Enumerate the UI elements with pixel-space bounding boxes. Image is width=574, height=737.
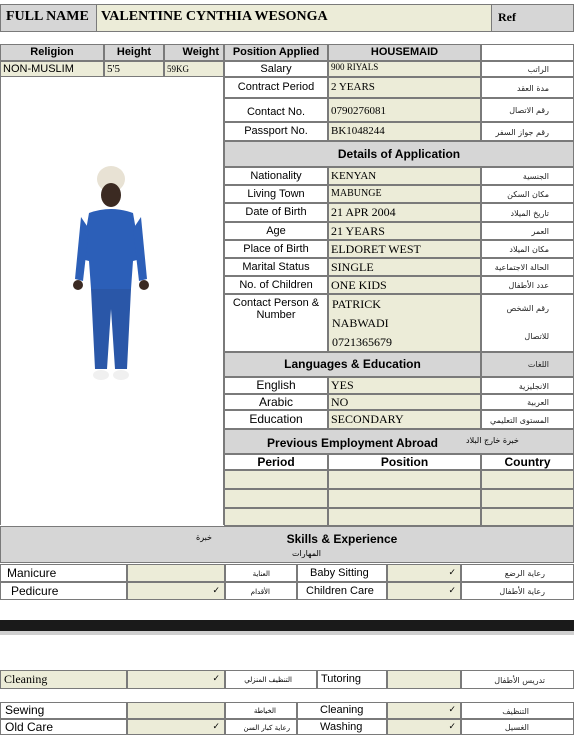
living-town-arabic: مكان السكن [481,185,574,203]
english-value: YES [328,377,481,394]
passport-no-value: BK1048244 [328,122,481,141]
living-town-value: MABUNGE [328,185,481,203]
position-applied-header: Position Applied [224,44,328,61]
education-arabic: المستوى التعليمي [481,410,574,429]
skill-manicure-check[interactable] [127,564,225,582]
skill-babysitting-label: Baby Sitting [297,564,387,582]
skill-oldcare-label: Old Care [0,719,127,735]
skill-sewing-arabic: الخياطة [225,702,297,719]
skill-sewing-check[interactable] [127,702,225,719]
education-value: SECONDARY [328,410,481,429]
passport-no-arabic: رقم جواز السفر [481,122,574,141]
place-of-birth-arabic: مكان الميلاد [481,240,574,258]
contact-person-arabic: رقم الشخص للاتصال [481,294,574,352]
passport-no-label: Passport No. [224,122,328,141]
arabic-label: Arabic [224,394,328,410]
employment-header-arabic: خبرة خارج البلاد [466,436,519,445]
salary-label: Salary [224,61,328,77]
employment-row-country [481,489,574,508]
col-period-header: Period [224,454,328,470]
skill-childrencare-label: Children Care [297,582,387,600]
full-name-label: FULL NAME [6,9,89,24]
arabic-value: NO [328,394,481,410]
contact-person-line: PATRICK [332,297,381,311]
employment-row-period [224,508,328,526]
skill-tutoring-arabic: تدريس الأطفال [461,670,574,689]
page-break-bar [0,620,574,631]
skill-pedicure-check[interactable]: ✓ [127,582,225,600]
religion-header: Religion [0,44,104,61]
skill-washing-label: Washing [297,719,387,735]
contract-period-label: Contract Period [224,77,328,98]
arabic-arabic: العربية [481,394,574,410]
employment-row-position [328,508,481,526]
full-name-value: VALENTINE CYNTHIA WESONGA [101,9,328,24]
contact-person-label: Contact Person & Number [224,294,328,352]
weight-header: Weight [164,44,224,61]
living-town-label: Living Town [224,185,328,203]
employment-row-period [224,489,328,508]
skill-oldcare-arabic: رعاية كبار السن [225,719,297,735]
skill-childrencare-arabic: رعاية الأطفال [461,582,574,600]
skill-babysitting-arabic: رعاية الرضع [461,564,574,582]
contact-no-arabic: رقم الاتصال [481,98,574,122]
age-arabic: العمر [481,222,574,240]
skills-header-arabic-left: خبرة [196,533,212,542]
salary-value: 900 RIYALS [328,61,481,77]
skill-cleaning-check[interactable]: ✓ [127,670,225,689]
english-label: English [224,377,328,394]
education-label: Education [224,410,328,429]
contact-no-value: 0790276081 [328,98,481,122]
nationality-arabic: الجنسية [481,167,574,185]
date-of-birth-label: Date of Birth [224,203,328,222]
height-value: 5'5 [104,61,164,77]
skill-cleaning2-check[interactable]: ✓ [387,702,461,719]
col-position-header: Position [328,454,481,470]
employment-row-country [481,470,574,489]
contract-period-value: 2 YEARS [328,77,481,98]
children-arabic: عدد الأطفال [481,276,574,294]
marital-status-value: SINGLE [328,258,481,276]
skills-header-arabic-below: المهارات [292,549,322,558]
position-applied-value: HOUSEMAID [328,44,481,61]
employment-row-country [481,508,574,526]
employment-row-period [224,470,328,489]
height-header: Height [104,44,164,61]
contract-period-arabic: مدة العقد [481,77,574,98]
top-right-empty [481,44,574,61]
children-value: ONE KIDS [328,276,481,294]
skill-cleaning-arabic: التنظيف المنزلي [225,670,317,689]
contact-person-line: 0721365679 [332,335,392,349]
skill-washing-arabic: الغسيل [461,719,574,735]
nationality-label: Nationality [224,167,328,185]
skill-cleaning2-arabic: التنظيف [461,702,574,719]
skill-babysitting-check[interactable]: ✓ [387,564,461,582]
details-header: Details of Application [224,141,574,167]
english-arabic: الانجليزية [481,377,574,394]
employment-row-position [328,470,481,489]
children-label: No. of Children [224,276,328,294]
employment-row-position [328,489,481,508]
photo-area [0,77,224,525]
skills-header: Skills & Experience [286,532,398,546]
place-of-birth-value: ELDORET WEST [328,240,481,258]
marital-status-label: Marital Status [224,258,328,276]
skill-manicure-label: Manicure [0,564,127,582]
contact-no-label: Contact No. [224,98,328,122]
languages-header-arabic: اللغات [481,352,574,377]
marital-status-arabic: الحالة الاجتماعية [481,258,574,276]
skill-sewing-label: Sewing [0,702,127,719]
religion-value: NON-MUSLIM [0,61,104,77]
skill-pedicure-arabic: الأقدام [225,582,297,600]
weight-value: 59KG [164,61,224,77]
skill-tutoring-check[interactable] [387,670,461,689]
age-label: Age [224,222,328,240]
salary-arabic: الراتب [481,61,574,77]
applicant-photo [1,159,223,479]
skill-pedicure-label: Pedicure [0,582,127,600]
contact-person-line: NABWADI [332,316,389,330]
place-of-birth-label: Place of Birth [224,240,328,258]
nationality-value: KENYAN [328,167,481,185]
ref-label: Ref [498,10,516,24]
skill-childrencare-check[interactable]: ✓ [387,582,461,600]
skill-cleaning2-label: Cleaning [297,702,387,719]
employment-header: Previous Employment Abroad [267,436,438,450]
page-break-shadow [0,631,574,635]
skill-oldcare-check[interactable]: ✓ [127,719,225,735]
date-of-birth-value: 21 APR 2004 [328,203,481,222]
languages-header: Languages & Education [224,352,481,377]
date-of-birth-arabic: تاريخ الميلاد [481,203,574,222]
skill-manicure-arabic: العناية [225,564,297,582]
skill-washing-check[interactable]: ✓ [387,719,461,735]
col-country-header: Country [481,454,574,470]
contact-person-value [328,294,481,352]
skill-cleaning-label: Cleaning [0,670,127,689]
skill-tutoring-label: Tutoring [317,670,387,689]
age-value: 21 YEARS [328,222,481,240]
